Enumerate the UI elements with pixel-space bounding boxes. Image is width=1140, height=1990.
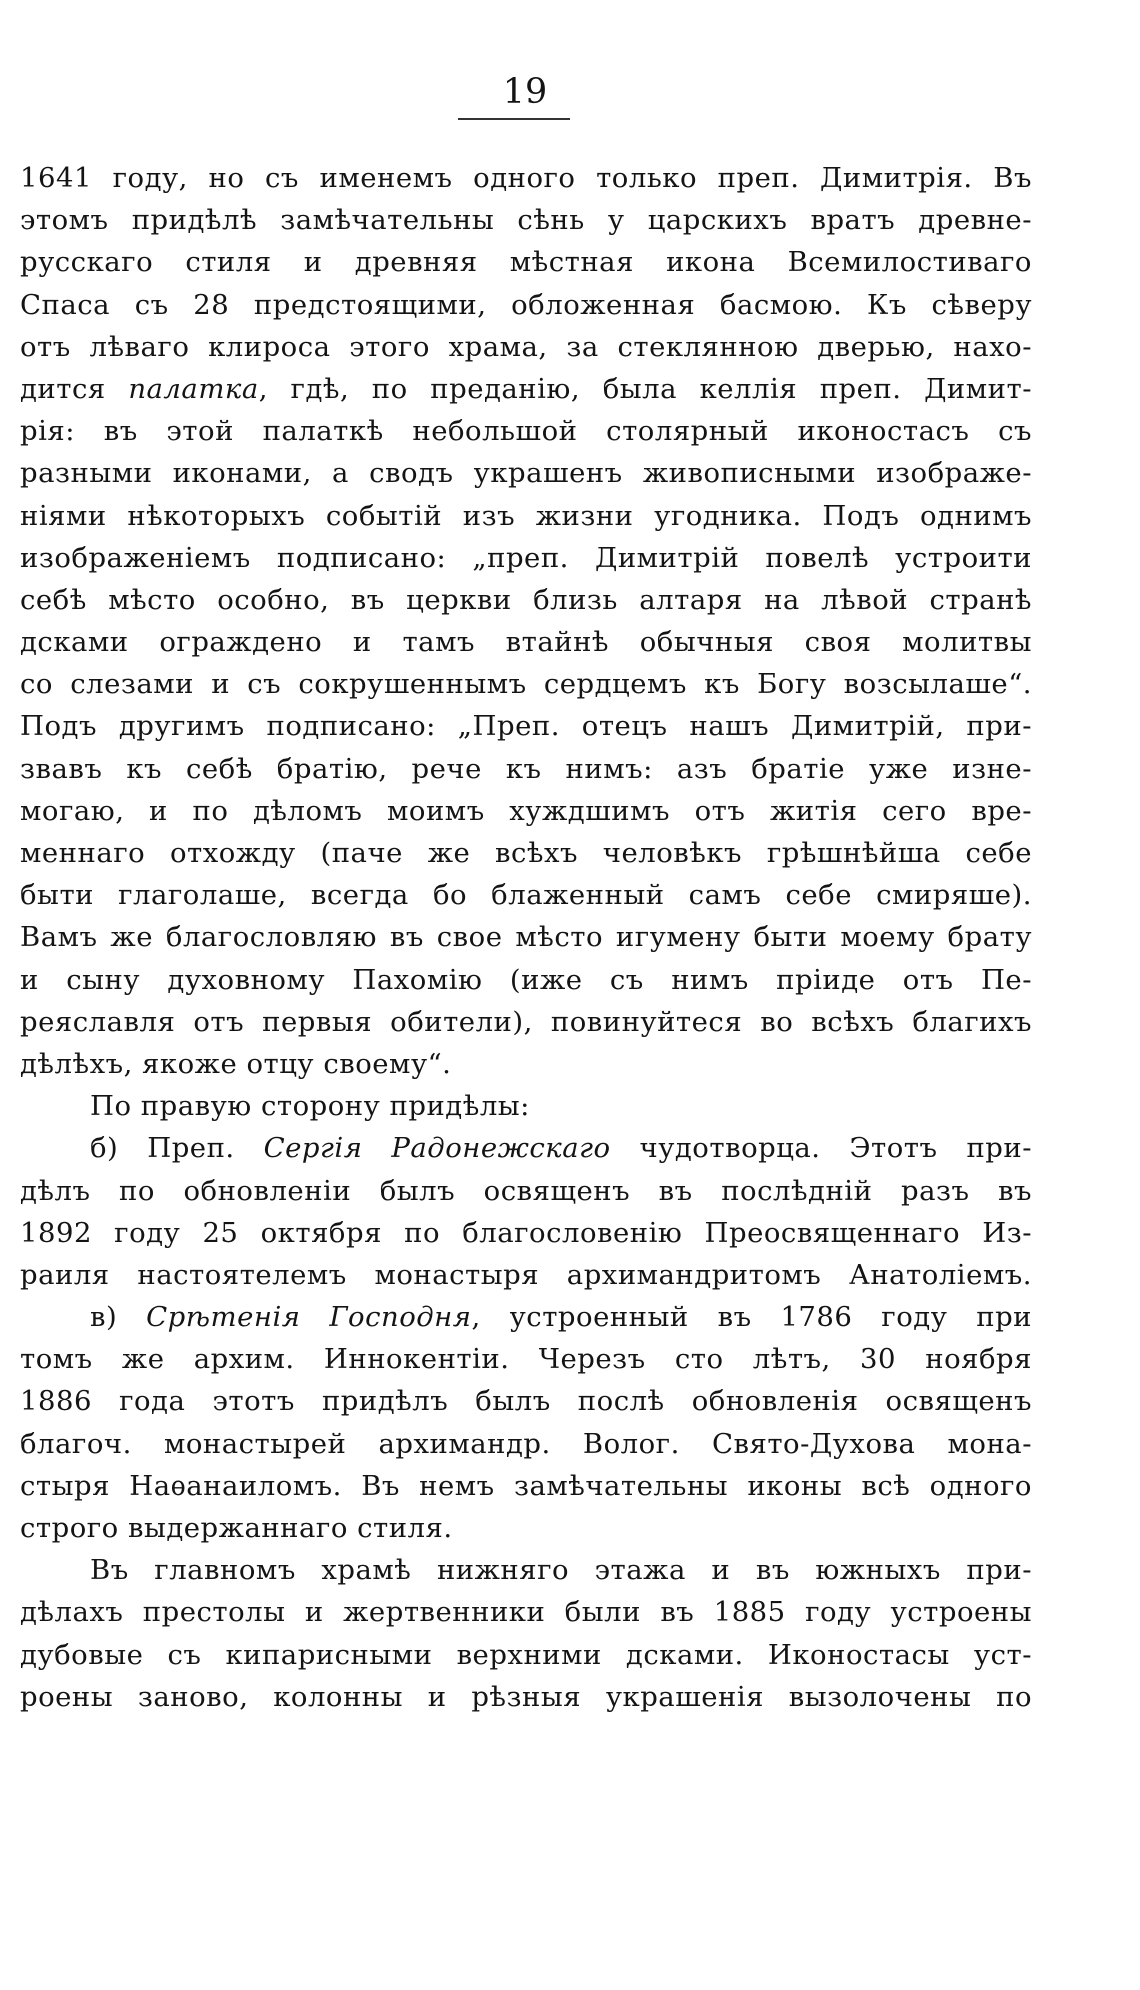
text-line: томъ же архим. Иннокентіи. Черезъ сто лѣтъ, 30 ноября: [20, 1343, 1032, 1376]
text-segment: в): [90, 1301, 147, 1334]
text-line: быти глаголаше, всегда бо блаженный самъ себе смиряше).: [20, 879, 1032, 912]
text-line: реяславля отъ первыя обители), повинуйтеся во всѣхъ благихъ: [20, 1005, 1032, 1038]
text-line: По правую сторону придѣлы:: [90, 1090, 530, 1123]
text-line: русскаго стиля и древняя мѣстная икона Всемилостиваго: [20, 246, 1032, 279]
text-line: [20, 368, 1032, 410]
text-line: себѣ мѣсто особно, въ церкви близь алтаря на лѣвой странѣ: [20, 583, 1032, 616]
text-line: [20, 1127, 1032, 1169]
page-number: 19: [502, 72, 548, 112]
text-segment: дится: [20, 372, 129, 405]
text-line: дѣлъ по обновленіи былъ освященъ въ послѣдній разъ въ: [20, 1174, 1032, 1207]
text-line: ніями нѣкоторыхъ событій изъ жизни угодника. Подъ однимъ: [20, 499, 1032, 532]
text-line: и сыну духовному Пахомію (иже съ нимъ пріиде отъ Пе-: [20, 963, 1032, 996]
page-number-rule: [458, 118, 570, 120]
text-line: роены заново, колонны и рѣзныя украшенія вызолочены по: [20, 1680, 1032, 1713]
text-line: 1886 года этотъ придѣлъ былъ послѣ обновленія освященъ: [20, 1385, 1032, 1418]
body-text: [20, 157, 1032, 1718]
text-line: Въ главномъ храмѣ нижняго этажа и въ южныхъ при-: [90, 1554, 1032, 1587]
text-line: рія: въ этой палаткѣ небольшой столярный иконостасъ съ: [20, 415, 1032, 448]
text-line: раиля настоятелемъ монастыря архимандритомъ Анатоліемъ.: [20, 1258, 1032, 1291]
text-line: Подъ другимъ подписано: „Преп. отецъ нашъ Димитрій, при-: [20, 710, 1032, 743]
text-line: разными иконами, а сводъ украшенъ живописными изображе-: [20, 457, 1032, 490]
text-line: 1892 году 25 октября по благословенію Преосвященнаго Из-: [20, 1216, 1032, 1249]
text-segment: чудотворца. Этотъ при-: [610, 1132, 1032, 1165]
text-line: благоч. монастырей архимандр. Волог. Свято-Духова мона-: [20, 1427, 1032, 1460]
text-line: дубовые съ кипарисными верхними дсками. Иконостасы уст-: [20, 1638, 1032, 1671]
italic-term: Сергія Радонежскаго: [263, 1132, 611, 1165]
italic-term: Срѣтенія Господня: [146, 1301, 472, 1334]
text-line: строго выдержаннаго стиля.: [20, 1512, 453, 1544]
text-line: могаю, и по дѣломъ моимъ хуждшимъ отъ житія сего вре-: [20, 794, 1032, 827]
text-line: со слезами и съ сокрушеннымъ сердцемъ къ Богу возсылаше“.: [20, 668, 1032, 701]
text-line: 1641 году, но съ именемъ одного только преп. Димитрія. Въ: [20, 162, 1032, 194]
text-line: этомъ придѣлѣ замѣчательны сѣнь у царскихъ вратъ древне-: [20, 204, 1032, 237]
text-line: отъ лѣваго клироса этого храма, за стеклянною дверью, нахо-: [20, 330, 1032, 363]
text-line: Вамъ же благословляю въ свое мѣсто игумену быти моему брату: [20, 921, 1032, 954]
italic-term: палатка: [128, 372, 259, 405]
text-line: дсками ограждено и тамъ втайнѣ обычныя своя молитвы: [20, 626, 1032, 659]
text-line: звавъ къ себѣ братію, рече къ нимъ: азъ братіе уже изне-: [20, 752, 1032, 785]
text-segment: , гдѣ, по преданію, была келлія преп. Димит-: [258, 372, 1032, 405]
text-line: [20, 1296, 1032, 1338]
text-line: дѣлахъ престолы и жертвенники были въ 1885 году устроены: [20, 1596, 1032, 1629]
text-segment: , устроенный въ 1786 году при: [471, 1301, 1032, 1334]
text-segment: б) Преп.: [90, 1132, 264, 1165]
text-line: изображеніемъ подписано: „преп. Димитрій повелѣ устроити: [20, 541, 1032, 574]
text-line: дѣлѣхъ, якоже отцу своему“.: [20, 1047, 452, 1080]
text-line: Спаса съ 28 предстоящими, обложенная басмою. Къ сѣверу: [20, 288, 1032, 321]
text-line: стыря Наѳанаиломъ. Въ немъ замѣчательны иконы всѣ одного: [20, 1469, 1032, 1502]
text-line: меннаго отхожду (паче же всѣхъ человѣкъ грѣшнѣйша себе: [20, 837, 1032, 869]
